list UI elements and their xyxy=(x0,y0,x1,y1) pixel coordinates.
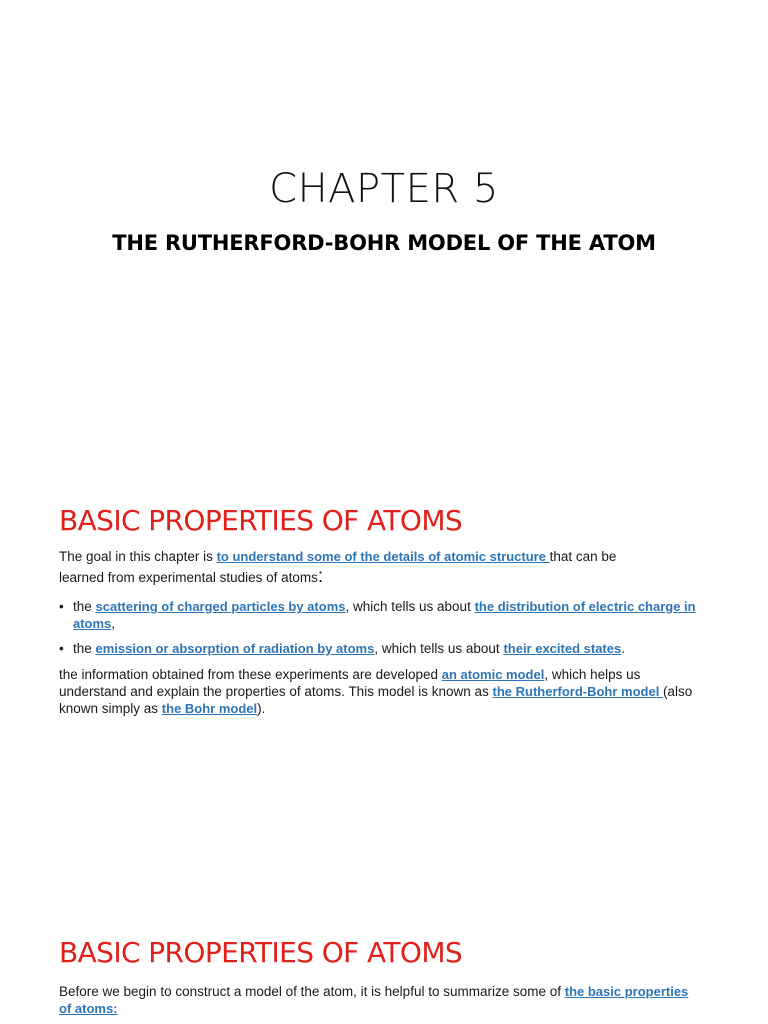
chapter-subtitle: THE RUTHERFORD-BOHR MODEL OF THE ATOM xyxy=(112,231,656,255)
bullet-text: . xyxy=(621,641,625,656)
intro-text: that can be xyxy=(549,549,617,564)
closing-text: , which helps us understand and explain the properties of atoms. This model is known as xyxy=(59,667,641,699)
summary-paragraph xyxy=(59,983,699,1017)
summary-link[interactable]: the basic properties of atoms: xyxy=(59,984,689,1016)
bullet-text: the xyxy=(73,641,96,656)
bullet-item xyxy=(59,640,699,657)
closing-text: the information obtained from these experiments are developed xyxy=(59,667,442,682)
bullet-item xyxy=(59,598,699,632)
basic-properties-slide-2 xyxy=(0,880,768,1024)
closing-paragraph xyxy=(59,666,699,717)
intro-text: The goal in this chapter is xyxy=(59,549,217,564)
intro-link[interactable]: to understand some of the details of atomic structure xyxy=(216,549,550,564)
bullet-marker: • xyxy=(59,599,64,614)
section-heading: BASIC PROPERTIES OF ATOMS xyxy=(59,504,463,538)
bullet-list xyxy=(59,598,699,665)
bullet-link[interactable]: emission or absorption of radiation by atoms xyxy=(95,641,375,656)
intro-text: learned from experimental studies of atoms xyxy=(59,570,318,585)
chapter-title: CHAPTER 5 xyxy=(269,166,499,212)
bullet-link[interactable]: the distribution of electric charge in atoms xyxy=(73,599,696,631)
bullet-text: , xyxy=(111,616,116,631)
section-heading: BASIC PROPERTIES OF ATOMS xyxy=(59,936,463,970)
bullet-link[interactable]: scattering of charged particles by atoms xyxy=(95,599,346,614)
closing-link[interactable]: the Bohr model xyxy=(161,701,258,716)
closing-text: (also known simply as xyxy=(59,684,693,716)
bullet-text: the xyxy=(73,599,96,614)
closing-link[interactable]: an atomic model xyxy=(441,667,545,682)
closing-link[interactable]: the Rutherford-Bohr model xyxy=(492,684,663,699)
summary-text: Before we begin to construct a model of the atom, it is helpful to summarize some of xyxy=(59,984,565,999)
bullet-text: , which tells us about xyxy=(374,641,504,656)
intro-colon: : xyxy=(317,566,324,587)
bullet-marker: • xyxy=(59,641,64,656)
bullet-link[interactable]: their excited states xyxy=(503,641,622,656)
intro-paragraph xyxy=(59,548,699,586)
closing-text: ). xyxy=(257,701,266,716)
title-slide xyxy=(0,0,768,440)
basic-properties-slide xyxy=(0,440,768,880)
bullet-text: , which tells us about xyxy=(345,599,475,614)
